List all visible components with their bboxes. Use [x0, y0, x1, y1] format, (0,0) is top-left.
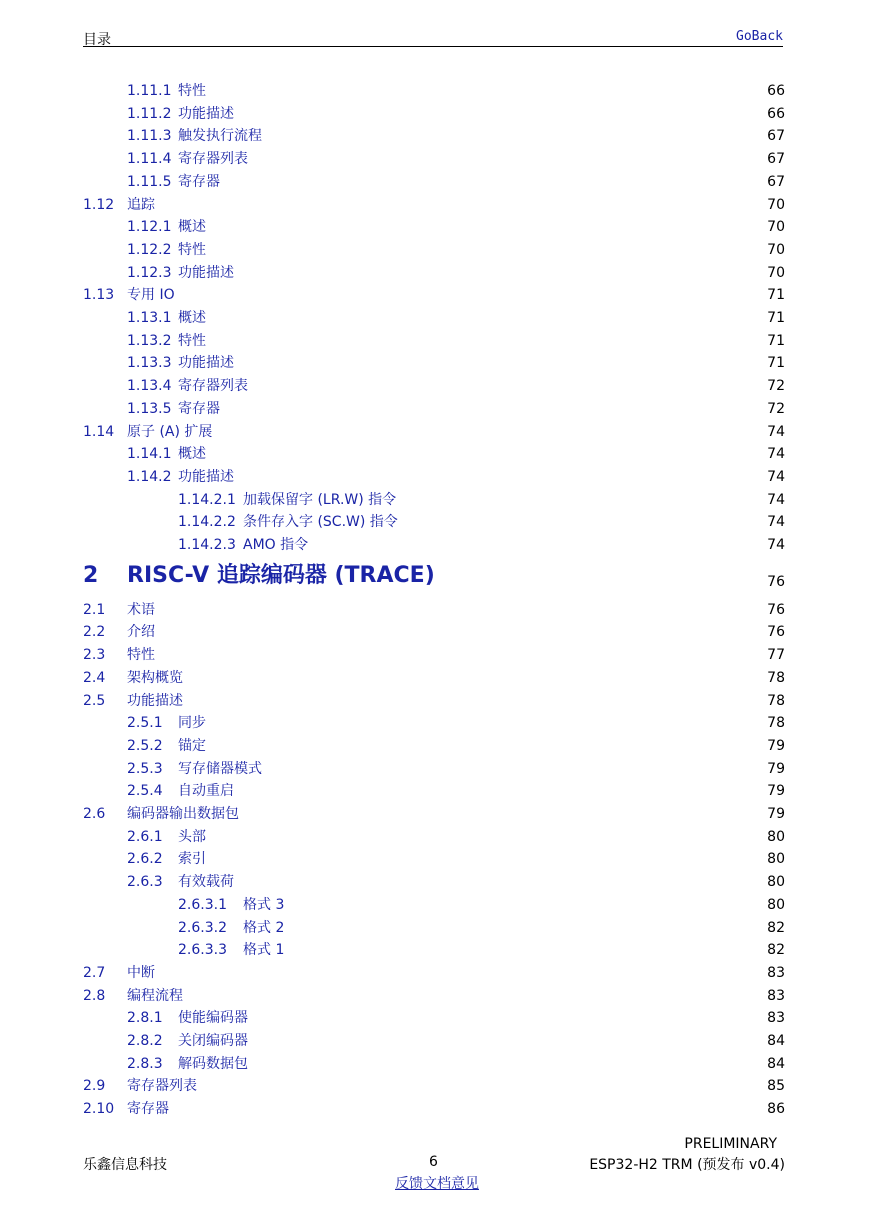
- toc-entry-title: 同步: [178, 715, 206, 732]
- toc-entry-title: 格式 1: [243, 942, 285, 959]
- toc-entry[interactable]: [0, 599, 869, 621]
- toc-entry[interactable]: [0, 148, 869, 170]
- toc-entry-title: 有效载荷: [178, 874, 234, 891]
- toc-entry-number: 2.9: [83, 1078, 106, 1095]
- footer-doc-title: ESP32-H2 TRM (预发布 v0.4): [589, 1157, 785, 1173]
- toc-entry[interactable]: [0, 690, 869, 712]
- toc-entry[interactable]: [0, 262, 869, 284]
- toc-entry-number: 1.12.3: [127, 264, 172, 281]
- toc-entry-page: 80: [767, 828, 785, 845]
- toc-entry-title: 加载保留字 (LR.W) 指令: [243, 491, 397, 508]
- toc-entry-page: 67: [767, 128, 785, 145]
- toc-entry-page: 78: [767, 715, 785, 732]
- toc-entry-number: 2.5.1: [127, 715, 163, 732]
- toc-entry-page: 70: [767, 219, 785, 236]
- toc-entry[interactable]: [0, 489, 869, 511]
- toc-entry[interactable]: [0, 871, 869, 893]
- toc-entry-page: 70: [767, 196, 785, 213]
- header-title: 目录: [83, 32, 111, 48]
- toc-entry[interactable]: [0, 644, 869, 666]
- toc-entry-number: 1.13.5: [127, 400, 172, 417]
- footer-page-number: 6: [429, 1154, 438, 1170]
- footer-company: 乐鑫信息科技: [83, 1157, 167, 1173]
- toc-entry[interactable]: [0, 1053, 869, 1075]
- toc-entry[interactable]: [0, 511, 869, 533]
- toc-entry[interactable]: [0, 758, 869, 780]
- toc-entry-title: 寄存器列表: [127, 1078, 197, 1095]
- toc-entry-title: 概述: [178, 446, 206, 463]
- toc-entry[interactable]: [0, 375, 869, 397]
- toc-entry-title: 格式 2: [243, 919, 285, 936]
- toc-entry-page: 74: [767, 446, 785, 463]
- toc-entry-number: 1.13.1: [127, 310, 172, 326]
- toc-chapter[interactable]: [0, 562, 869, 595]
- toc-entry-number: 1.14.2.3: [178, 537, 236, 553]
- toc-entry-title: 架构概览: [127, 669, 183, 686]
- toc-entry-title: 格式 3: [243, 896, 285, 913]
- toc-entry[interactable]: [0, 80, 869, 102]
- toc-entry-number: 1.14.2: [127, 468, 172, 485]
- toc-entry-page: 71: [767, 310, 785, 326]
- toc-entry-title: 介绍: [127, 624, 155, 641]
- toc-entry-number: 2.4: [83, 669, 106, 686]
- toc-entry-title: 中断: [127, 964, 155, 981]
- toc-entry[interactable]: [0, 962, 869, 984]
- toc-entry[interactable]: [0, 667, 869, 689]
- toc-entry[interactable]: [0, 421, 869, 443]
- toc-entry-number: 2: [83, 562, 99, 588]
- toc-entry-page: 74: [767, 423, 785, 440]
- toc-entry-number: 2.6.3.1: [178, 896, 227, 913]
- toc-entry-page: 83: [767, 1010, 785, 1027]
- footer-status: PRELIMINARY: [684, 1136, 777, 1152]
- toc-entry[interactable]: [0, 1075, 869, 1097]
- toc-entry[interactable]: [0, 826, 869, 848]
- toc-entry-page: 74: [767, 514, 785, 531]
- toc-entry[interactable]: [0, 239, 869, 261]
- toc-entry-title: 索引: [178, 851, 206, 868]
- toc-entry[interactable]: [0, 1030, 869, 1052]
- toc-entry-title: 寄存器列表: [178, 378, 248, 395]
- toc-entry-page: 86: [767, 1101, 785, 1118]
- toc-entry-title: 寄存器: [178, 400, 220, 417]
- toc-entry-title: 特性: [127, 647, 155, 664]
- toc-entry[interactable]: [0, 917, 869, 939]
- goback-link[interactable]: GoBack: [736, 29, 783, 44]
- toc-entry-title: 功能描述: [127, 692, 183, 709]
- toc-entry-page: 66: [767, 105, 785, 122]
- toc-entry-page: 71: [767, 287, 785, 304]
- toc-entry-number: 1.11.3: [127, 128, 172, 145]
- toc-entry-number: 1.12.2: [127, 241, 172, 258]
- toc-entry-title: 寄存器: [178, 173, 220, 190]
- toc-entry-number: 2.5.2: [127, 737, 163, 754]
- toc-entry-page: 74: [767, 468, 785, 485]
- toc-entry-page: 82: [767, 919, 785, 936]
- toc-entry-number: 2.6.2: [127, 851, 163, 868]
- toc-entry-title: 编码器输出数据包: [127, 806, 239, 822]
- toc-entry-page: 82: [767, 942, 785, 959]
- feedback-link[interactable]: 反馈文档意见: [395, 1176, 479, 1192]
- toc-entry-number: 1.11.1: [127, 83, 172, 99]
- toc-entry-page: 84: [767, 1033, 785, 1049]
- toc-entry[interactable]: [0, 330, 869, 352]
- toc-entry-page: 72: [767, 378, 785, 395]
- toc-entry[interactable]: [0, 125, 869, 147]
- toc-entry-page: 76: [767, 601, 785, 618]
- toc-entry-number: 1.14.2.1: [178, 491, 236, 508]
- toc-entry-title: 功能描述: [178, 468, 234, 485]
- toc-entry[interactable]: [0, 780, 869, 802]
- toc-entry-page: 72: [767, 400, 785, 417]
- toc-entry-title: 触发执行流程: [178, 128, 262, 145]
- toc-entry-number: 2.8.3: [127, 1055, 163, 1072]
- toc-entry-number: 2.7: [83, 964, 106, 981]
- toc-entry[interactable]: [0, 1007, 869, 1029]
- toc-entry-number: 1.14.2.2: [178, 514, 236, 531]
- toc-entry-page: 77: [767, 647, 785, 664]
- toc-entry-title: 概述: [178, 219, 206, 236]
- toc-entry-title: 功能描述: [178, 105, 234, 122]
- toc-entry[interactable]: [0, 194, 869, 216]
- toc-entry-page: 76: [767, 624, 785, 641]
- toc-entry-page: 85: [767, 1078, 785, 1095]
- toc-entry-number: 2.2: [83, 624, 106, 641]
- toc-entry-number: 2.6.3.3: [178, 942, 227, 959]
- toc-entry[interactable]: [0, 621, 869, 643]
- toc-entry[interactable]: [0, 284, 869, 306]
- toc-entry-page: 79: [767, 737, 785, 754]
- toc-entry[interactable]: [0, 398, 869, 420]
- toc-entry-number: 2.8: [83, 987, 106, 1004]
- toc-entry-number: 2.3: [83, 647, 106, 664]
- toc-entry-title: 特性: [178, 83, 206, 99]
- toc-entry-number: 2.1: [83, 601, 106, 618]
- toc-entry-title: 追踪: [127, 196, 155, 213]
- toc-entry[interactable]: [0, 307, 869, 329]
- toc-entry-title: 功能描述: [178, 355, 234, 372]
- toc-entry-number: 2.6.1: [127, 828, 163, 845]
- toc-entry-page: 79: [767, 760, 785, 777]
- toc-entry-number: 2.5.3: [127, 760, 163, 777]
- toc-entry-number: 2.6: [83, 806, 106, 822]
- toc-entry-number: 1.14: [83, 423, 115, 440]
- toc-entry-number: 1.12.1: [127, 219, 172, 236]
- toc-entry-title: 专用 IO: [127, 287, 175, 304]
- toc-entry-number: 1.11.4: [127, 151, 172, 168]
- toc-entry[interactable]: [0, 352, 869, 374]
- toc-entry-page: 84: [767, 1055, 785, 1072]
- toc-entry[interactable]: [0, 534, 869, 556]
- toc-entry[interactable]: [0, 443, 869, 465]
- toc-entry-number: 2.8.2: [127, 1033, 163, 1049]
- toc-entry-page: 83: [767, 964, 785, 981]
- toc-entry-title: AMO 指令: [243, 537, 309, 553]
- toc-entry-page: 66: [767, 83, 785, 99]
- toc-entry-number: 1.12: [83, 196, 115, 213]
- toc-entry-number: 2.5: [83, 692, 106, 709]
- toc-entry-number: 1.11.5: [127, 173, 172, 190]
- toc-entry-title: 概述: [178, 310, 206, 326]
- toc-entry-page: 70: [767, 241, 785, 258]
- toc-entry-page: 71: [767, 332, 785, 349]
- toc-entry-title: 编程流程: [127, 987, 183, 1004]
- toc-entry-page: 70: [767, 264, 785, 281]
- toc-entry-page: 80: [767, 896, 785, 913]
- toc-entry-number: 1.13.2: [127, 332, 172, 349]
- toc-entry-title: 功能描述: [178, 264, 234, 281]
- toc-entry-title: 术语: [127, 601, 155, 618]
- toc-entry-title: 锚定: [178, 737, 206, 754]
- toc-entry-title: RISC-V 追踪编码器 (TRACE): [127, 562, 435, 588]
- toc-entry-title: 条件存入字 (SC.W) 指令: [243, 514, 398, 531]
- toc-entry-title: 使能编码器: [178, 1010, 248, 1027]
- toc-entry[interactable]: [0, 1098, 869, 1120]
- toc-entry[interactable]: [0, 171, 869, 193]
- toc-entry-page: 83: [767, 987, 785, 1004]
- toc-entry-number: 2.8.1: [127, 1010, 163, 1027]
- toc-entry-page: 78: [767, 692, 785, 709]
- toc-entry-page: 80: [767, 874, 785, 891]
- toc-entry-title: 自动重启: [178, 783, 234, 800]
- toc-entry-number: 1.13: [83, 287, 115, 304]
- toc-entry-title: 解码数据包: [178, 1055, 248, 1072]
- toc-entry[interactable]: [0, 712, 869, 734]
- toc-entry-number: 2.6.3: [127, 874, 163, 891]
- toc-entry-page: 80: [767, 851, 785, 868]
- toc-entry-page: 67: [767, 173, 785, 190]
- toc-entry-number: 1.13.4: [127, 378, 172, 395]
- toc-entry[interactable]: [0, 216, 869, 238]
- toc-entry-title: 特性: [178, 241, 206, 258]
- toc-entry[interactable]: [0, 735, 869, 757]
- toc-entry-number: 1.11.2: [127, 105, 172, 122]
- toc-entry-title: 写存储器模式: [178, 760, 262, 777]
- toc-entry[interactable]: [0, 803, 869, 825]
- toc-entry-page: 79: [767, 806, 785, 822]
- toc-entry-number: 2.10: [83, 1101, 115, 1118]
- toc-entry[interactable]: [0, 466, 869, 488]
- toc-entry-title: 特性: [178, 332, 206, 349]
- toc-entry-page: 74: [767, 537, 785, 553]
- toc-entry[interactable]: [0, 103, 869, 125]
- toc-entry-title: 关闭编码器: [178, 1033, 248, 1049]
- toc-entry-number: 2.5.4: [127, 783, 163, 800]
- toc-entry-page: 71: [767, 355, 785, 372]
- toc-entry-title: 寄存器: [127, 1101, 169, 1118]
- toc-entry[interactable]: [0, 894, 869, 916]
- toc-entry-number: 1.13.3: [127, 355, 172, 372]
- toc-entry-number: 2.6.3.2: [178, 919, 227, 936]
- toc-entry-number: 1.14.1: [127, 446, 172, 463]
- toc-entry-page: 67: [767, 151, 785, 168]
- toc-entry-title: 头部: [178, 828, 206, 845]
- toc-entry-title: 寄存器列表: [178, 151, 248, 168]
- toc-entry[interactable]: [0, 848, 869, 870]
- toc-entry-page: 76: [767, 573, 785, 590]
- toc-entry-page: 74: [767, 491, 785, 508]
- toc-entry-title: 原子 (A) 扩展: [127, 423, 213, 440]
- toc-entry-page: 79: [767, 783, 785, 800]
- toc-entry[interactable]: [0, 939, 869, 961]
- toc-entry[interactable]: [0, 985, 869, 1007]
- toc-entry-page: 78: [767, 669, 785, 686]
